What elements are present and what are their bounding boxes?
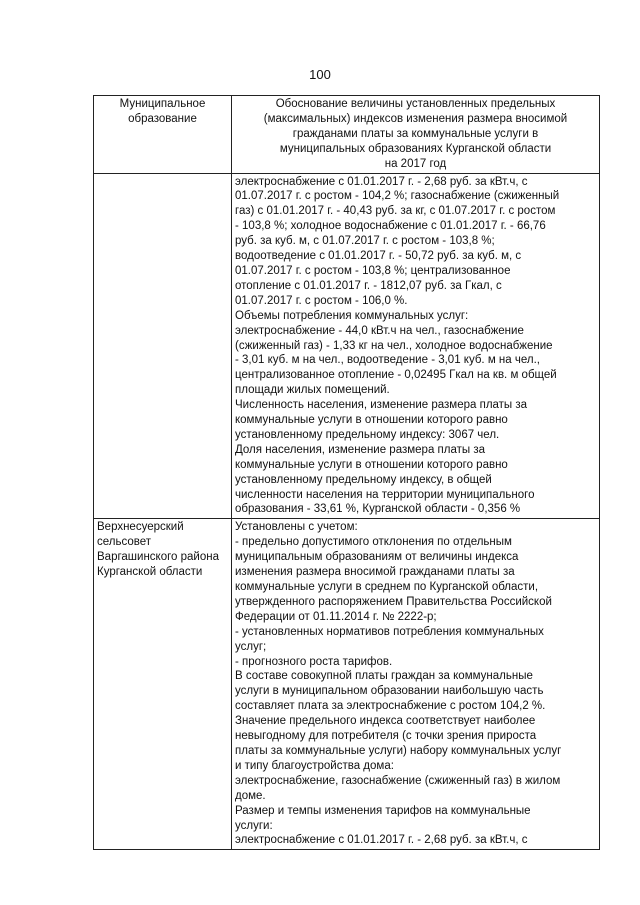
justification-text-line: площади жилых помещений. — [235, 384, 390, 397]
justification-text-line: услуг; — [235, 640, 267, 653]
justification-text-line: коммунальные услуги в отношении которого равно — [235, 458, 508, 471]
justification-text-line: централизованное отопление - 0,02495 Гкал на кв. м общей — [235, 369, 557, 382]
justification-text-line: 01.07.2017 г. с ростом - 103,8 %; централизованное — [235, 264, 511, 277]
justification-text-line: установленному предельному индексу: 3067 чел. — [235, 428, 500, 441]
justification-text-line: изменения размера вносимой гражданами платы за — [235, 566, 515, 579]
justification-text-line: (сжиженный газ) - 1,33 кг на чел., холодное водоснабжение — [235, 339, 553, 352]
justification-text-line: газ) с 01.01.2017 г. - 40,43 руб. за кг, с 01.07.2017 г. с ростом — [235, 205, 556, 218]
justification-text-line: - предельно допустимого отклонения по отдельным — [235, 536, 512, 549]
justification-text-line: В составе совокупной платы граждан за коммунальные — [235, 670, 533, 683]
justification-text-line: Размер и темпы изменения тарифов на коммунальные — [235, 804, 531, 817]
municipality-name-line: сельсовет — [97, 536, 152, 549]
justification-text-line: невыгодному для потребителя (с точки зрения прироста — [235, 730, 537, 743]
justification-text-line: численности населения на территории муниципального — [235, 488, 535, 501]
justification-cell — [232, 519, 600, 850]
header-text-line: муниципальных образованиях Курганской области — [279, 142, 552, 155]
justification-text-line: и типу благоустройства дома: — [235, 759, 394, 772]
municipality-name-line: Варгашинского района — [97, 551, 219, 564]
justification-text-line: - установленных нормативов потребления коммунальных — [235, 625, 544, 638]
header-text-line: Обоснование величины установленных предельных — [275, 98, 556, 110]
justification-table — [93, 95, 600, 850]
justification-text-line: доме. — [235, 789, 266, 802]
municipality-cell — [94, 173, 232, 519]
header-text-line: образование — [128, 112, 197, 125]
justification-text-line: отопление с 01.01.2017 г. - 1812,07 руб. за Гкал, с — [235, 279, 502, 292]
justification-text-line: Объемы потребления коммунальных услуг: — [235, 309, 469, 322]
header-justification — [232, 96, 600, 174]
municipality-name-line: Курганской области — [97, 566, 203, 579]
justification-text-line: 01.07.2017 г. с ростом - 104,2 %; газоснабжение (сжиженный — [235, 190, 560, 203]
table-row — [94, 173, 600, 519]
page-number: 100 — [309, 67, 331, 82]
justification-text-line: электроснабжение - 44,0 кВт.ч на чел., газоснабжение — [235, 324, 524, 337]
justification-text-line: электроснабжение, газоснабжение (сжиженный газ) в жилом — [235, 774, 561, 787]
header-text-line: гражданами платы за коммунальные услуги в — [292, 127, 539, 140]
header-text-line: Муниципальное — [119, 98, 206, 110]
justification-text-line: - 103,8 %; холодное водоснабжение с 01.01.2017 г. - 66,76 — [235, 220, 546, 233]
justification-text-line: муниципальным образованиям от величины индекса — [235, 551, 519, 564]
municipality-name-line: Верхнесуерский — [97, 521, 184, 534]
justification-text-line: водоотведение с 01.01.2017 г. - 50,72 руб. за куб. м, с — [235, 250, 522, 263]
justification-cell — [232, 173, 600, 519]
justification-text-line: 01.07.2017 г. с ростом - 106,0 %. — [235, 294, 408, 307]
table-row — [94, 519, 600, 850]
justification-text-line: - прогнозного роста тарифов. — [235, 655, 393, 668]
justification-text-line: составляет плата за электроснабжение с ростом 104,2 %. — [235, 700, 546, 713]
table-header-row — [94, 96, 600, 174]
justification-text-line: Федерации от 01.11.2014 г. № 2222-р; — [235, 610, 437, 623]
header-municipality — [94, 96, 232, 174]
justification-text-line: Доля населения, изменение размера платы за — [235, 443, 486, 456]
justification-text-line: установленному предельному индексу, в общей — [235, 473, 492, 486]
justification-text-line: услуги в муниципальном образовании наибольшую часть — [235, 685, 544, 698]
justification-text-line: коммунальные услуги в отношении которого равно — [235, 414, 508, 427]
justification-text-line: электроснабжение с 01.01.2017 г. - 2,68 руб. за кВт.ч, с — [235, 834, 528, 847]
municipality-cell — [94, 519, 232, 850]
justification-text-line: утвержденного распоряжением Правительства Российской — [235, 595, 552, 608]
justification-text-line: руб. за куб. м, с 01.07.2017 г. с ростом - 103,8 %; — [235, 235, 495, 248]
justification-text-line: Численность населения, изменение размера платы за — [235, 399, 528, 412]
header-text-line: на 2017 год — [384, 157, 447, 170]
justification-text-line: электроснабжение с 01.01.2017 г. - 2,68 руб. за кВт.ч, с — [235, 175, 528, 188]
justification-text-line: - 3,01 куб. м на чел., водоотведение - 3,01 куб. м на чел., — [235, 354, 540, 367]
justification-text-line: платы за коммунальные услуги) набору коммунальных услуг — [235, 744, 562, 757]
header-text-line: (максимальных) индексов изменения размера вносимой — [263, 112, 568, 125]
justification-text-line: услуги: — [235, 819, 273, 832]
justification-text-line: образования - 33,61 %, Курганской области - 0,356 % — [235, 503, 521, 516]
justification-text-line: коммунальные услуги в среднем по Курганской области, — [235, 581, 539, 593]
justification-text-line: Установлены с учетом: — [235, 521, 358, 534]
justification-text-line: Значение предельного индекса соответствует наиболее — [235, 715, 536, 728]
